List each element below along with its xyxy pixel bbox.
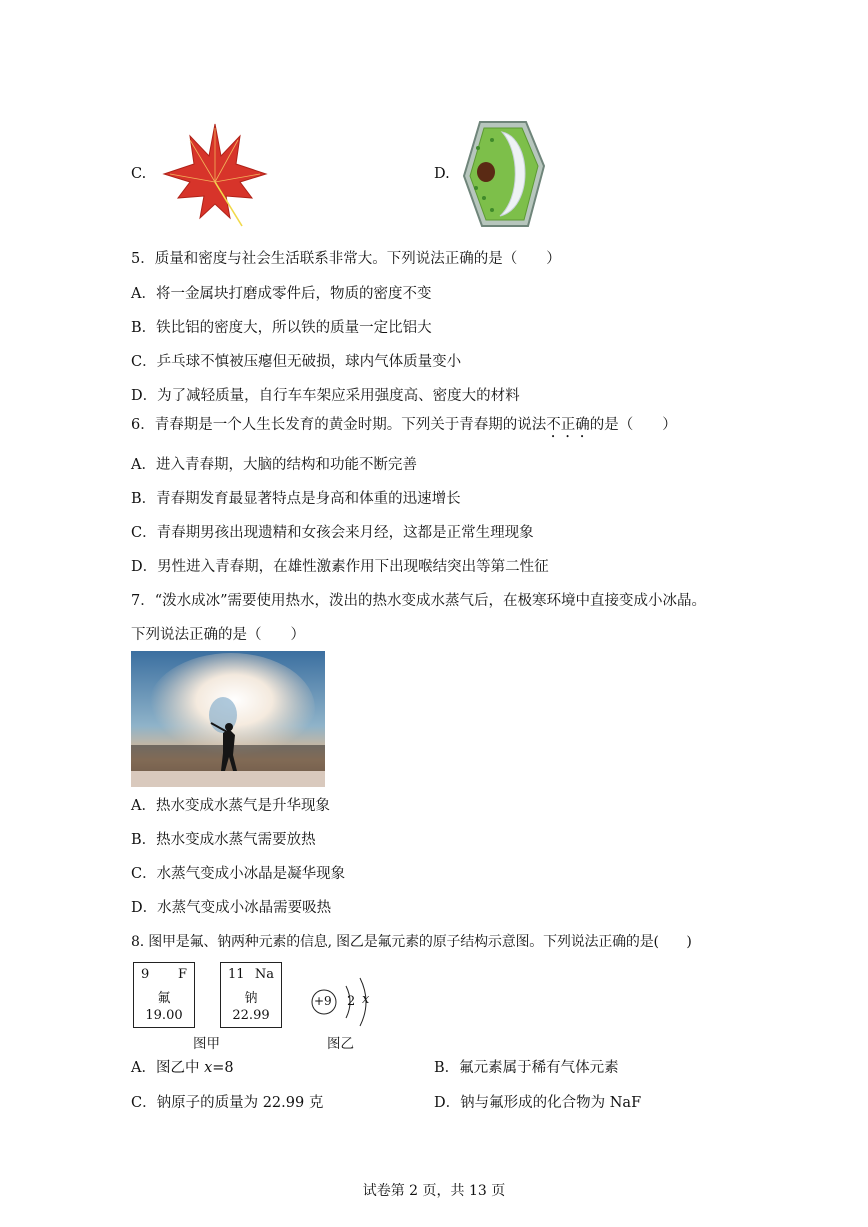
fluorine-symbol: F (177, 967, 187, 982)
q7-stem-line2: 下列说法正确的是（ ） (131, 627, 305, 643)
sodium-name: 钠 (244, 991, 258, 1006)
q8-option-a-var: x (204, 1060, 213, 1076)
q8-option-a (131, 1058, 234, 1078)
q7-option-b: B．热水变成水蒸气需要放热 (131, 832, 316, 848)
atom-shell2-electrons: x (362, 992, 370, 1007)
q5-option-d: D．为了减轻质量，自行车车架应采用强度高、密度大的材料 (131, 388, 520, 404)
q6-stem-emphasis: 不正确 (546, 417, 590, 433)
q6-option-a: A．进入青春期，大脑的结构和功能不断完善 (131, 457, 417, 473)
q5-option-c: C．乒乓球不慎被压瘪但无破损，球内气体质量变小 (131, 354, 462, 370)
q6-option-d: D．男性进入青春期，在雄性激素作用下出现喉结突出等第二性征 (131, 559, 549, 575)
q6-stem-after: 的是（ ） (589, 417, 677, 433)
q8-option-a-prefix: A．图乙中 (131, 1060, 205, 1076)
fluorine-name: 氟 (157, 991, 171, 1006)
sodium-mass: 22.99 (232, 1008, 270, 1023)
q5-option-b: B．铁比铝的密度大，所以铁的质量一定比铝大 (131, 320, 432, 336)
q8-option-b: B．氟元素属于稀有气体元素 (434, 1060, 619, 1076)
maple-leaf-image (160, 122, 270, 232)
fluorine-number: 9 (141, 967, 150, 982)
q7-option-a: A．热水变成水蒸气是升华现象 (131, 798, 330, 814)
q6-stem-before: 6．青春期是一个人生长发育的黄金时期。下列关于青春期的说法 (131, 417, 547, 433)
sodium-symbol: Na (254, 967, 274, 982)
caption-figure-yi: 图乙 (327, 1036, 354, 1052)
q6-option-b: B．青春期发育最显著特点是身高和体重的迅速增长 (131, 491, 461, 507)
option-c-label: C. (131, 166, 147, 182)
q6-stem (131, 415, 677, 441)
q6-option-c: C．青春期男孩出现遗精和女孩会来月经，这都是正常生理现象 (131, 525, 534, 541)
q7-option-c: C．水蒸气变成小冰晶是凝华现象 (131, 866, 346, 882)
atom-structure-diagram (308, 972, 378, 1032)
sodium-element-card (220, 962, 282, 1028)
q5-option-a: A．将一金属块打磨成零件后，物质的密度不变 (131, 286, 432, 302)
fluorine-mass: 19.00 (145, 1008, 183, 1023)
q5-stem: 5．质量和密度与社会生活联系非常大。下列说法正确的是（ ） (131, 251, 561, 267)
water-throwing-photo (131, 651, 325, 791)
page-footer: 试卷第 2 页，共 13 页 (362, 1183, 506, 1199)
q7-option-d: D．水蒸气变成小冰晶需要吸热 (131, 900, 332, 916)
option-d-label: D. (434, 166, 450, 182)
q8-option-c: C．钠原子的质量为 22.99 克 (131, 1095, 324, 1111)
atom-nucleus-charge: +9 (314, 994, 332, 1008)
sodium-number: 11 (228, 967, 245, 982)
q7-stem-line1: 7．“泼水成冰”需要使用热水，泼出的热水变成水蒸气后，在极寒环境中直接变成小冰晶。 (131, 593, 707, 609)
q8-option-a-suffix: =8 (212, 1060, 234, 1076)
q8-option-d: D．钠与氟形成的化合物为 NaF (434, 1095, 642, 1111)
caption-figure-jia: 图甲 (193, 1036, 220, 1052)
atom-shell1-electrons: 2 (347, 994, 356, 1009)
q8-stem: 8. 图甲是氟、钠两种元素的信息, 图乙是氟元素的原子结构示意图。下列说法正确的是( ) (131, 934, 692, 950)
plant-cell-image (462, 118, 546, 234)
fluorine-element-card (133, 962, 195, 1028)
